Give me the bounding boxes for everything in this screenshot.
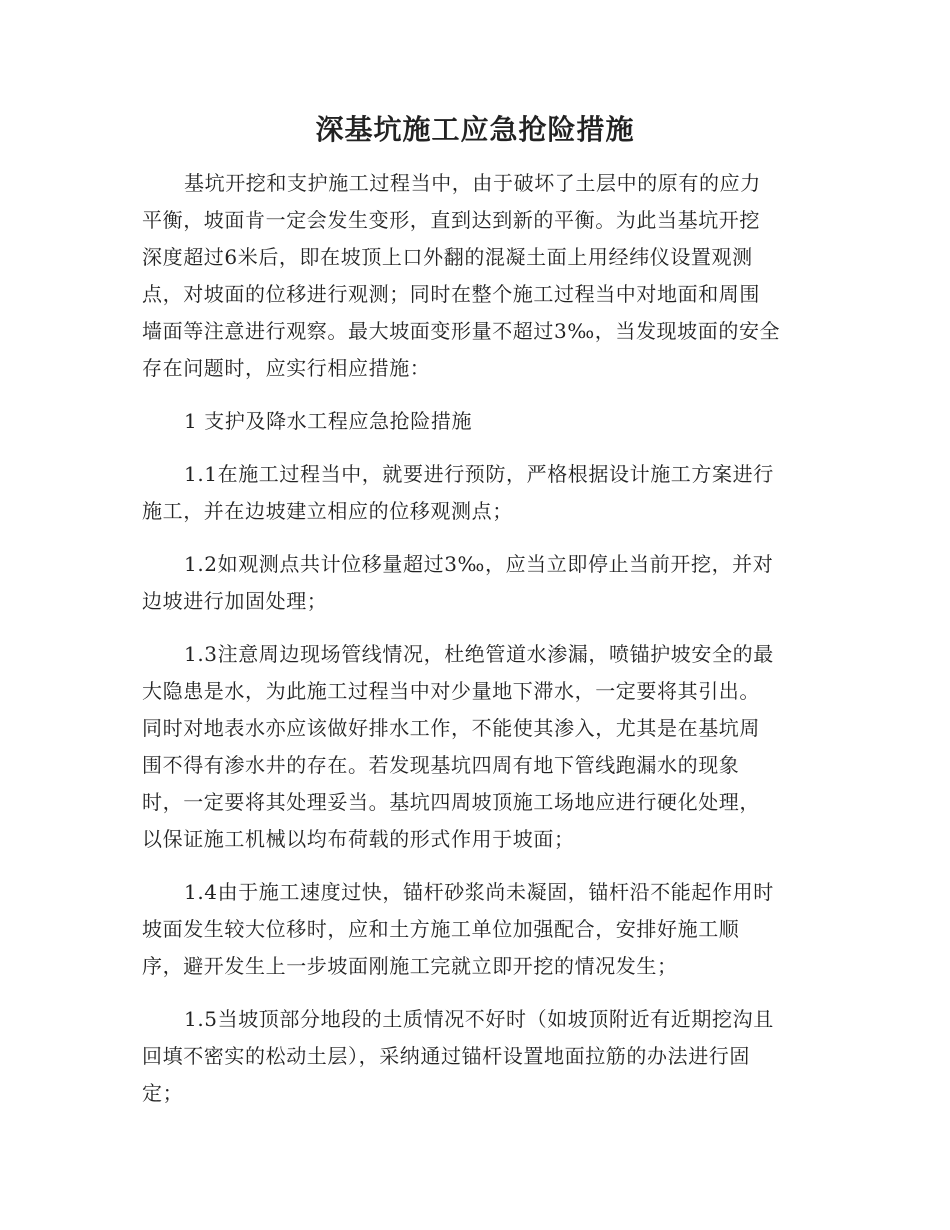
text-line: 1.4由于施工速度过快，锚杆砂浆尚未凝固，锚杆沿不能起作用时 [184, 880, 774, 904]
text-line: 墙面等注意进行观察。最大坡面变形量不超过3‰，当发现坡面的安全 [142, 319, 781, 343]
text-line: 围不得有渗水井的存在。若发现基坑四周有地下管线跑漏水的现象 [142, 753, 740, 777]
text-line: 以保证施工机械以均布荷载的形式作用于坡面； [142, 827, 575, 851]
text-line: 施工，并在边坡建立相应的位移观测点； [142, 499, 513, 523]
text-line: 边坡进行加固处理； [142, 589, 328, 613]
section-heading: 1 支护及降水工程应急抢险措施 [184, 409, 473, 433]
text-line: 基坑开挖和支护施工过程当中，由于破坏了土层中的原有的应力 [184, 171, 761, 195]
text-line: 大隐患是水，为此施工过程当中对少量地下滞水，一定要将其引出。 [142, 679, 760, 703]
text-line: 时，一定要将其处理妥当。基坑四周坡顶施工场地应进行硬化处理， [142, 790, 760, 814]
text-line: 1.3注意周边现场管线情况，杜绝管道水渗漏，喷锚护坡安全的最 [184, 642, 774, 666]
text-line: 同时对地表水亦应该做好排水工作，不能使其渗入，尤其是在基坑周 [142, 716, 760, 740]
text-line: 平衡，坡面肯一定会发生变形，直到达到新的平衡。为此当基坑开挖 [142, 208, 760, 232]
text-line: 坡面发生较大位移时，应和土方施工单位加强配合，安排好施工顺 [142, 917, 740, 941]
text-line: 深度超过6米后，即在坡顶上口外翻的混凝土面上用经纬仪设置观测 [142, 245, 753, 269]
document-title: 深基坑施工应急抢险措施 [315, 113, 635, 146]
text-line: 点，对坡面的位移进行观测；同时在整个施工过程当中对地面和周围 [142, 282, 760, 306]
text-line: 1.2如观测点共计位移量超过3‰，应当立即停止当前开挖，并对 [184, 552, 774, 576]
text-line: 存在问题时，应实行相应措施： [142, 356, 431, 380]
text-line: 1.1在施工过程当中，就要进行预防，严格根据设计施工方案进行 [184, 462, 774, 486]
text-line: 回填不密实的松动土层），采纳通过锚杆设置地面拉筋的办法进行固 [142, 1044, 750, 1068]
text-line: 定； [142, 1081, 184, 1105]
text-line: 1.5当坡顶部分地段的土质情况不好时（如坡顶附近有近期挖沟且 [184, 1007, 774, 1031]
text-line: 序，避开发生上一步坡面刚施工完就立即开挖的情况发生； [142, 954, 678, 978]
